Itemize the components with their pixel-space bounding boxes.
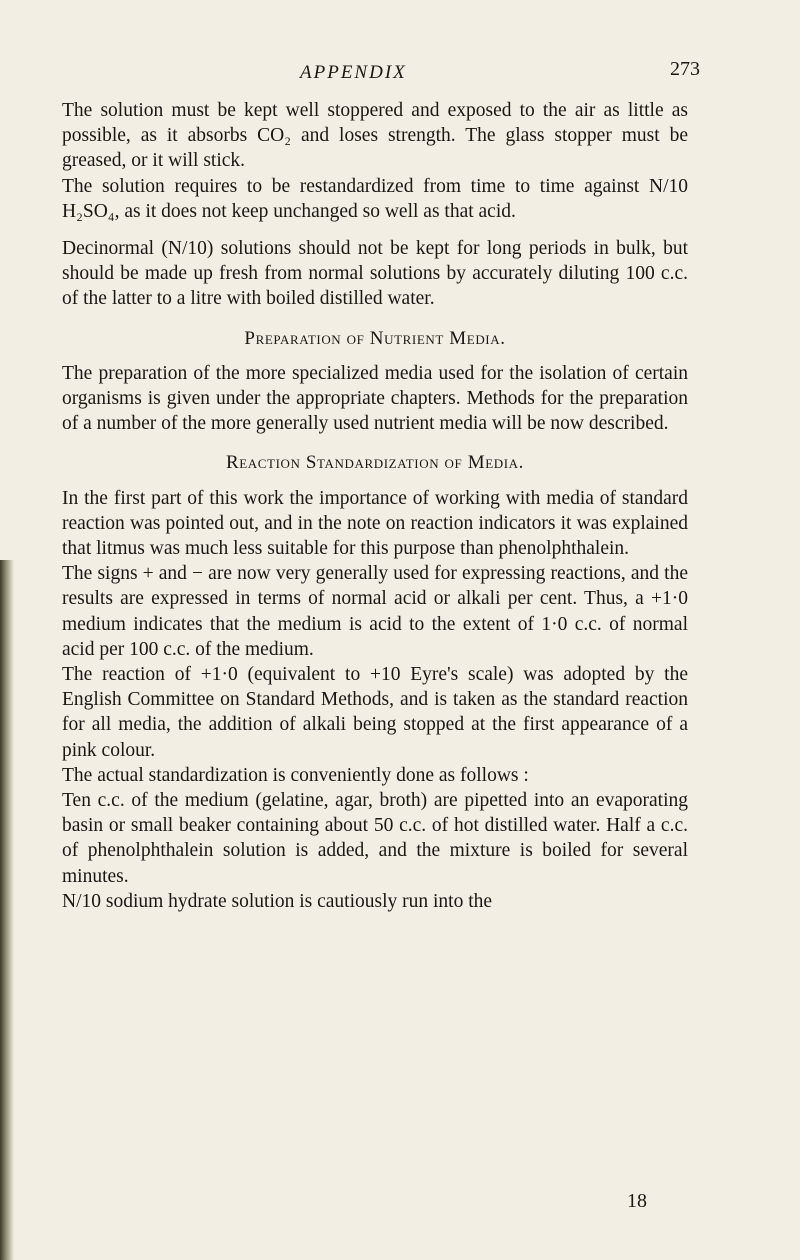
paragraph-solution-stoppered: The solution must be kept well stoppered and exposed to the air as little as possible, as it absorbs CO₂ and loses strength. The glass stopper must be greased, or it will stick. (62, 100, 688, 172)
paragraph-first-part: In the first part of this work the importance of working with media of standard reaction was pointed out, and in the note on reaction indicators it was explained that litmus was much less suitable for this purpose than phenolphthalein. (62, 487, 688, 560)
paragraph-preparation-intro: The preparation of the more specialized media used for the isolation of certain organisms is given under the appropriate chapters. Methods for the preparation of a number of the more generally used nutrient media will be now described. (62, 362, 688, 435)
spacer (62, 224, 688, 236)
running-title: APPENDIX (300, 62, 407, 83)
paragraph-ten-cc: Ten c.c. of the medium (gelatine, agar, broth) are pipetted into an evaporating basin or small beaker containing about 50 c.c. of hot distilled water. Half a c.c. of phenolphthalein solution is added, and the mixture is boiled for several minutes. (62, 790, 688, 887)
paragraph-sodium-hydrate: N/10 sodium hydrate solution is cautiously run into the (62, 890, 493, 912)
page-header (0, 58, 800, 92)
paragraph-decinormal: Decinormal (N/10) solutions should not be kept for long periods in bulk, but should be made up fresh from normal solutions by accurately diluting 100 c.c. of the latter to a litre with boiled distilled water. (62, 238, 688, 310)
body-text (62, 98, 688, 914)
paragraph-restandardize: The solution requires to be restandardized from time to time against N/10 H₂SO₄, as it does not keep unchanged so well as that acid. (62, 175, 688, 222)
signature-mark: 18 (627, 1190, 647, 1212)
binding-gutter-shadow (0, 560, 14, 1260)
paragraph-actual-standardization: The actual standardization is conveniently done as follows : (62, 764, 529, 786)
section-heading-preparation: Preparation of Nutrient Media. (244, 327, 506, 349)
page-number: 273 (670, 58, 700, 80)
paragraph-reaction-standard: The reaction of +1·0 (equivalent to +10 Eyre's scale) was adopted by the English Committee on Standard Methods, and is taken as the standard reaction for all media, the addition of alkali being stopped at the first appearance of a pink colour. (62, 664, 688, 761)
paragraph-signs: The signs + and − are now very generally used for expressing reactions, and the results are expressed in terms of normal acid or alkali per cent. Thus, a +1·0 medium indicates that the medium is acid to the extent of 1·0 c.c. of normal acid per 100 c.c. of the medium. (62, 563, 688, 660)
section-heading-reaction: Reaction Standardization of Media. (225, 452, 525, 474)
